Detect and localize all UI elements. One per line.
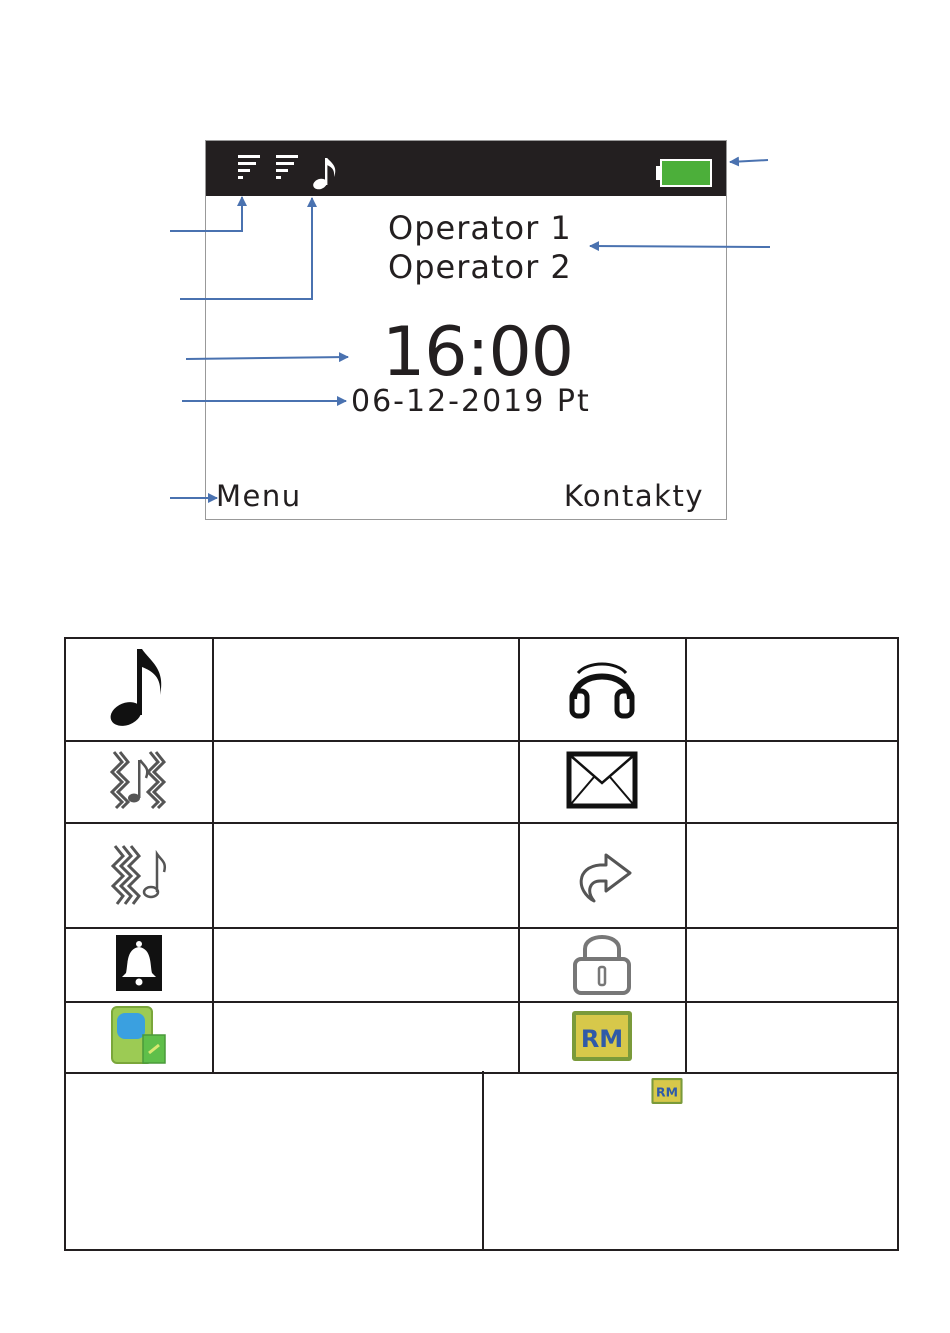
legend-description-cell (213, 823, 519, 928)
legend-description-cell (213, 928, 519, 1002)
status-bar (206, 141, 726, 196)
envelope-icon (566, 751, 638, 809)
legend-description-cell (213, 741, 519, 823)
legend-description-cell (686, 823, 898, 928)
legend-description-cell (686, 638, 898, 741)
headphones-icon (568, 657, 636, 719)
legend-row (65, 638, 898, 741)
softkey-menu[interactable]: Menu (216, 479, 302, 513)
legend-description-cell (686, 1002, 898, 1073)
legend-description-cell (686, 741, 898, 823)
legend-row (65, 1002, 898, 1073)
legend-row (65, 741, 898, 823)
date-label: 06-12-2019 Pt (351, 384, 591, 419)
softkey-contacts[interactable]: Kontakty (563, 479, 704, 513)
rm-icon (570, 1009, 634, 1063)
arrow-battery (730, 160, 768, 162)
legend-icon-cell (519, 928, 686, 1002)
signal-sim1-icon (236, 155, 262, 183)
legend-icon-cell (519, 741, 686, 823)
vibrate-icon (106, 750, 172, 810)
alarm-bell-icon (116, 935, 162, 991)
vibrate-ring-icon (107, 842, 171, 906)
operator-2-label: Operator 2 (388, 248, 572, 286)
legend-footer (64, 1071, 899, 1251)
music-note-icon (104, 645, 174, 731)
call-forward-icon (570, 843, 634, 905)
legend-description-cell (213, 1002, 519, 1073)
legend-icon-cell (519, 1002, 686, 1073)
icon-legend-table (64, 637, 899, 1074)
legend-icon-cell (65, 928, 213, 1002)
rm-small-icon (650, 1077, 684, 1105)
legend-row (65, 928, 898, 1002)
legend-description-cell (686, 928, 898, 1002)
legend-row (65, 823, 898, 928)
ring-profile-icon (310, 153, 340, 193)
signal-sim2-icon (274, 155, 300, 183)
padlock-icon (571, 929, 633, 997)
svg-text:RM: RM (581, 1024, 624, 1053)
phone-screen (205, 140, 727, 520)
footer-divider (482, 1071, 484, 1249)
battery-fill (662, 161, 710, 185)
legend-icon-cell (519, 638, 686, 741)
legend-icon-cell (65, 823, 213, 928)
operator-1-label: Operator 1 (388, 209, 572, 247)
legend-icon-cell (65, 741, 213, 823)
dual-sim-icon (109, 1005, 169, 1067)
clock-time: 16:00 (382, 313, 573, 392)
legend-icon-cell (65, 638, 213, 741)
svg-text:RM: RM (656, 1084, 678, 1100)
legend-description-cell (213, 638, 519, 741)
legend-icon-cell (519, 823, 686, 928)
battery-icon (656, 157, 714, 189)
legend-icon-cell (65, 1002, 213, 1073)
